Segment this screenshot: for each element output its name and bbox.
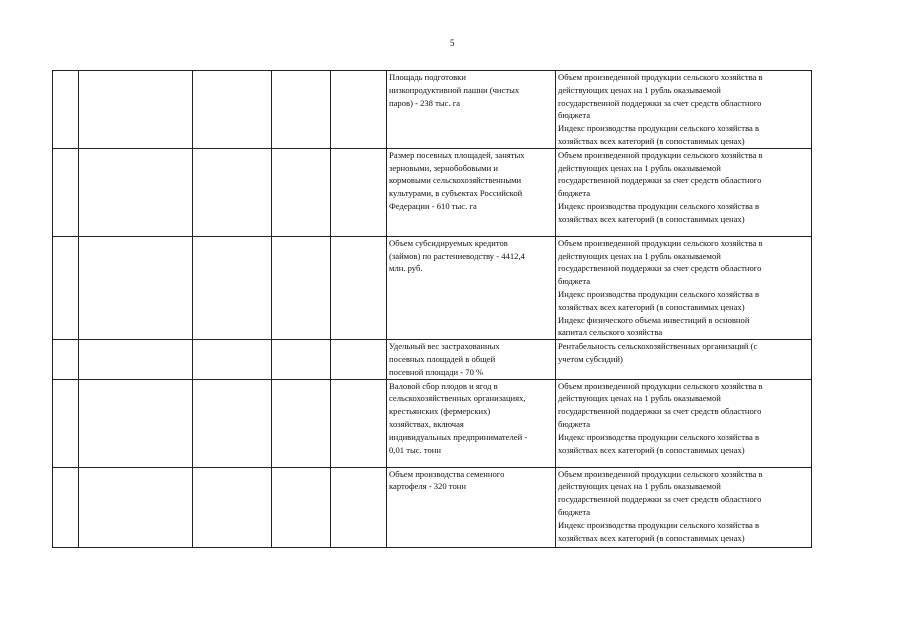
- table-cell: [331, 467, 387, 547]
- table-row: [53, 148, 812, 236]
- indicator-text: Удельный вес застрахованных посевных площадей в общей посевной площади - 70 %: [389, 341, 500, 377]
- table-cell: [272, 148, 331, 236]
- table-cell: [193, 71, 272, 149]
- table-cell: [272, 340, 331, 379]
- indicator-cell: [387, 379, 556, 467]
- table-row: [53, 236, 812, 339]
- result-cell: [556, 379, 812, 467]
- table-cell: [272, 71, 331, 149]
- table-cell: [272, 379, 331, 467]
- indicator-text: Валовой сбор плодов и ягод в сельскохозяйственных организациях, крестьянских (фермерских) хозяйствах, включая индивидуальных предпринимателей - 0,01 тыс. тонн: [389, 380, 528, 455]
- table-cell: [53, 148, 79, 236]
- result-text: Объем произведенной продукции сельского хозяйства в действующих ценах на 1 рубль оказываемой государственной поддержки за счет средств областного бюджета Индекс производства продукции сельского хозяйства в хозяйствах всех категорий (в сопоставимых ценах): [558, 380, 763, 455]
- table-cell: [331, 71, 387, 149]
- result-text: Объем произведенной продукции сельского хозяйства в действующих ценах на 1 рубль оказываемой государственной поддержки за счет средств областного бюджета Индекс производства продукции сельского хозяйства в хозяйствах всех категорий (в сопоставимых ценах) Индекс физического объема инвестиций в основной капитал сельского хозяйства: [558, 237, 763, 338]
- result-text: Объем произведенной продукции сельского хозяйства в действующих ценах на 1 рубль оказываемой государственной поддержки за счет средств областного бюджета Индекс производства продукции сельского хозяйства в хозяйствах всех категорий (в сопоставимых ценах): [558, 468, 763, 543]
- table-cell: [79, 148, 193, 236]
- table-cell: [79, 379, 193, 467]
- table-cell: [331, 236, 387, 339]
- result-cell: [556, 467, 812, 547]
- indicator-cell: [387, 148, 556, 236]
- table-row: [53, 340, 812, 379]
- table-cell: [193, 379, 272, 467]
- table-cell: [193, 148, 272, 236]
- table-cell: [79, 467, 193, 547]
- table-cell: [331, 340, 387, 379]
- table-cell: [193, 467, 272, 547]
- table-cell: [193, 340, 272, 379]
- indicator-text: Площадь подготовки низкопродуктивной пашни (чистых паров) - 238 тыс. га: [389, 72, 520, 108]
- table-cell: [53, 340, 79, 379]
- table-row: [53, 71, 812, 149]
- result-cell: [556, 148, 812, 236]
- program-indicators-table: [52, 70, 812, 548]
- table-row: [53, 467, 812, 547]
- indicator-cell: [387, 340, 556, 379]
- table-row: [53, 379, 812, 467]
- result-cell: [556, 236, 812, 339]
- table-cell: [272, 467, 331, 547]
- indicator-cell: [387, 71, 556, 149]
- result-text: Рентабельность сельскохозяйственных организаций (с учетом субсидий): [558, 341, 758, 364]
- table-cell: [53, 236, 79, 339]
- table-cell: [53, 71, 79, 149]
- indicator-text: Размер посевных площадей, занятых зерновыми, зернобобовыми и кормовыми сельскохозяйственными культурами, в субъектах Российской Федерации - 610 тыс. га: [389, 149, 525, 211]
- page-number: 5: [450, 38, 455, 48]
- result-cell: [556, 340, 812, 379]
- table-cell: [53, 467, 79, 547]
- indicator-cell: [387, 467, 556, 547]
- table-cell: [79, 71, 193, 149]
- result-cell: [556, 71, 812, 149]
- table-cell: [331, 379, 387, 467]
- result-text: Объем произведенной продукции сельского хозяйства в действующих ценах на 1 рубль оказываемой государственной поддержки за счет средств областного бюджета Индекс производства продукции сельского хозяйства в хозяйствах всех категорий (в сопоставимых ценах): [558, 149, 763, 224]
- result-text: Объем произведенной продукции сельского хозяйства в действующих ценах на 1 рубль оказываемой государственной поддержки за счет средств областного бюджета Индекс производства продукции сельского хозяйства в хозяйствах всех категорий (в сопоставимых ценах): [558, 72, 763, 146]
- indicator-text: Объем производства семенного картофеля - 320 тонн: [389, 468, 505, 492]
- table-cell: [331, 148, 387, 236]
- indicator-cell: [387, 236, 556, 339]
- table-cell: [53, 379, 79, 467]
- table-cell: [79, 236, 193, 339]
- table-cell: [193, 236, 272, 339]
- indicator-text: Объем субсидируемых кредитов (займов) по растениеводству - 4412,4 млн. руб.: [389, 237, 525, 274]
- table-cell: [272, 236, 331, 339]
- table-cell: [79, 340, 193, 379]
